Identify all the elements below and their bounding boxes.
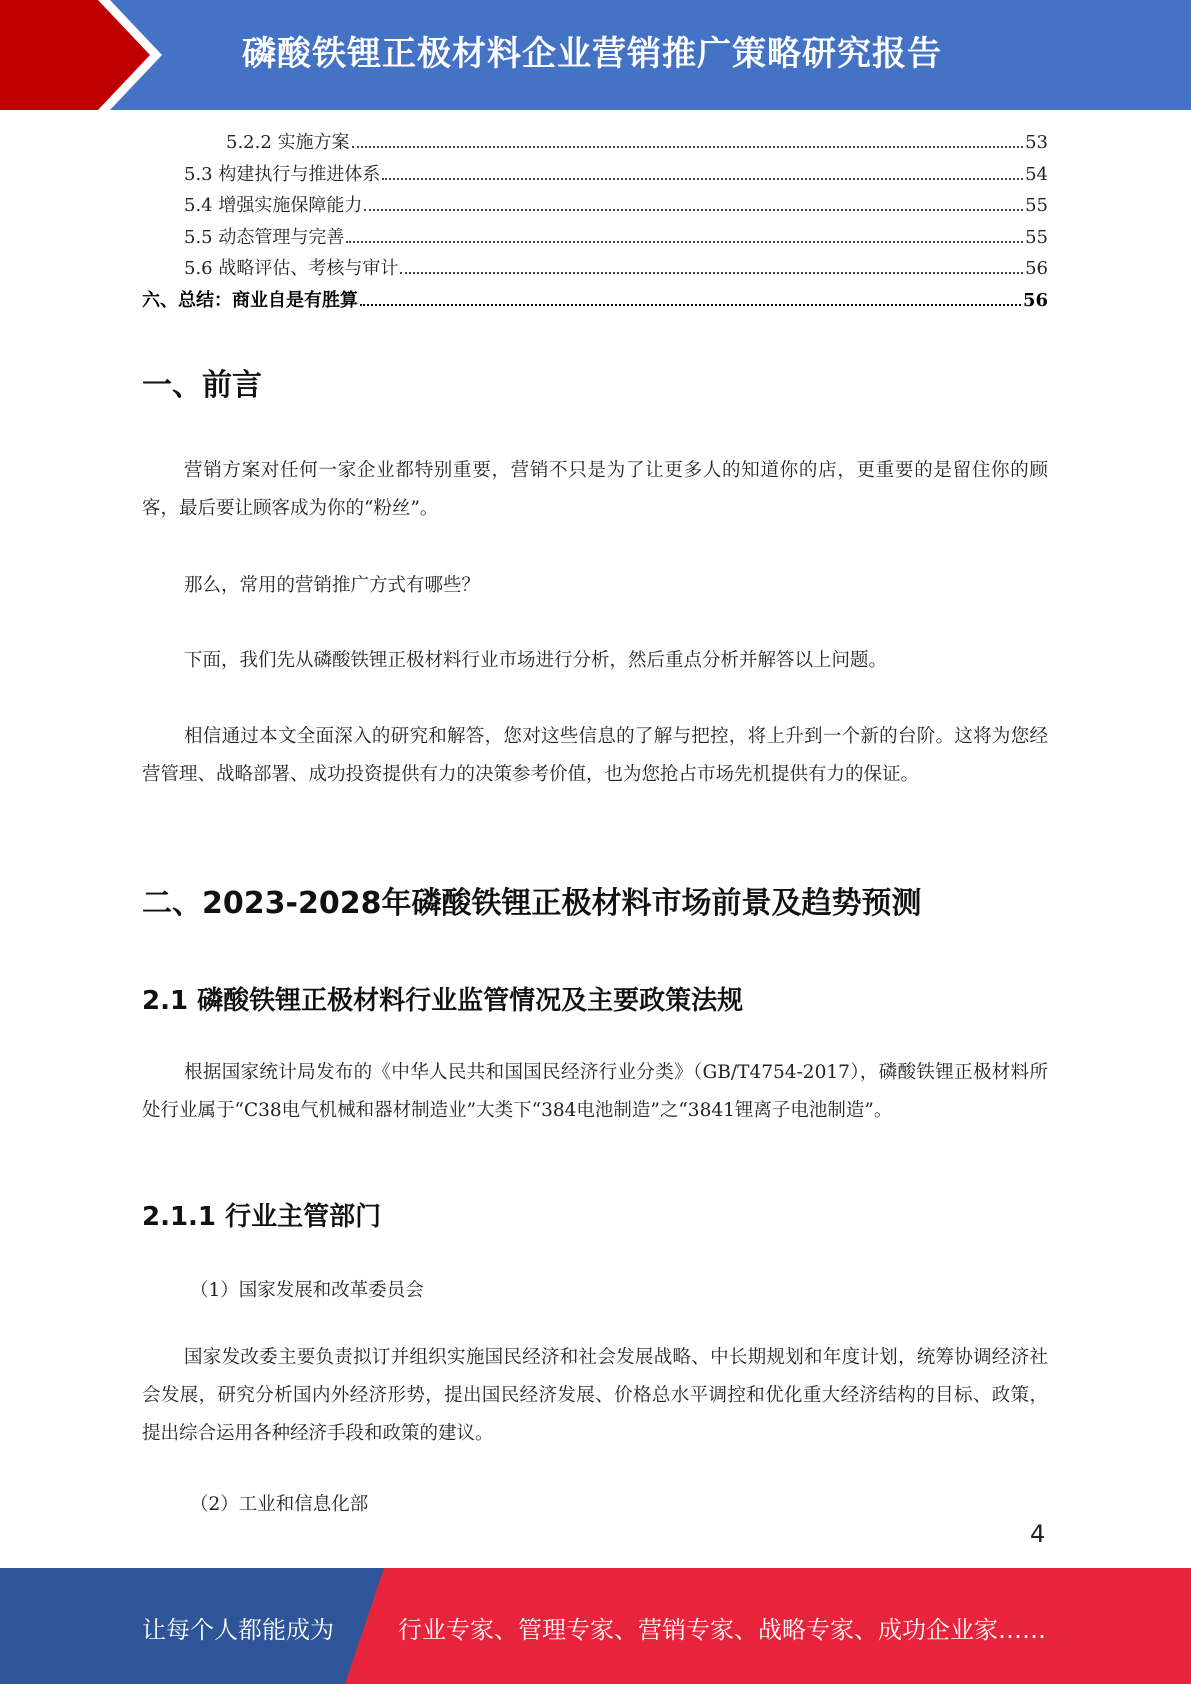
- toc-leader-dots: [382, 178, 1023, 180]
- toc-entry-label: 5.6 战略评估、考核与审计: [184, 258, 399, 279]
- toc-entry-page: 55: [1025, 195, 1048, 216]
- toc-leader-dots: [400, 272, 1023, 274]
- toc-entry[interactable]: [142, 286, 1048, 318]
- toc-leader-dots: [352, 146, 1024, 148]
- toc-entry-label: 5.5 动态管理与完善: [184, 226, 345, 248]
- toc-entry-page: 53: [1025, 132, 1048, 153]
- subsection-heading-regulation: 2.1 磷酸铁锂正极材料行业监管情况及主要政策法规: [142, 986, 744, 1016]
- report-title: 磷酸铁锂正极材料企业营销推广策略研究报告: [242, 34, 942, 74]
- toc-entry-label: 六、总结：商业自是有胜算: [142, 289, 358, 311]
- section-heading-market-outlook: 二、2023-2028年磷酸铁锂正极材料市场前景及趋势预测: [142, 886, 922, 921]
- toc-entry-page: 56: [1022, 289, 1048, 311]
- toc-entry-page: 56: [1025, 258, 1048, 279]
- toc-entry[interactable]: [142, 128, 1048, 160]
- toc-leader-dots: [364, 209, 1023, 211]
- toc-entry[interactable]: [142, 223, 1048, 255]
- page-number: 4: [1030, 1520, 1046, 1548]
- paragraph: 相信通过本文全面深入的研究和解答，您对这些信息的了解与把控，将上升到一个新的台阶。这将为您经营管理、战略部署、成功投资提供有力的决策参考价值，也为您抢占市场先机提供有力的保证。: [142, 726, 1048, 785]
- toc-leader-dots: [346, 241, 1023, 243]
- toc-entry[interactable]: [142, 191, 1048, 223]
- paragraph: 根据国家统计局发布的《中华人民共和国国民经济行业分类》（GB/T4754-2017），磷酸铁锂正极材料所处行业属于“C38电气机械和器材制造业”大类下“384电池制造”之“3841锂离子电池制造”。: [142, 1062, 1048, 1121]
- footer-tagline: 行业专家、管理专家、营销专家、战略专家、成功企业家……: [398, 1616, 1046, 1644]
- toc-entry[interactable]: [142, 254, 1048, 286]
- list-item: （2）工业和信息化部: [190, 1494, 369, 1515]
- footer-slogan: 让每个人都能成为: [142, 1616, 334, 1644]
- paragraph: 国家发改委主要负责拟订并组织实施国民经济和社会发展战略、中长期规划和年度计划，统筹协调经济社会发展，研究分析国内外经济形势，提出国民经济发展、价格总水平调控和优化重大经济结构的目标、政策，提出综合运用各种经济手段和政策的建议。: [142, 1347, 1048, 1444]
- table-of-contents: [142, 128, 1048, 317]
- list-item: （1）国家发展和改革委员会: [190, 1280, 424, 1301]
- toc-entry[interactable]: [142, 160, 1048, 192]
- toc-entry-label: 5.2.2 实施方案: [226, 132, 350, 153]
- toc-entry-page: 55: [1025, 226, 1048, 248]
- paragraph: 下面，我们先从磷酸铁锂正极材料行业市场进行分析，然后重点分析并解答以上问题。: [184, 650, 888, 671]
- page-header: [0, 0, 1191, 110]
- toc-entry-label: 5.3 构建执行与推进体系: [184, 163, 381, 185]
- page-footer: [0, 1568, 1191, 1684]
- toc-entry-label: 5.4 增强实施保障能力: [184, 195, 363, 216]
- paragraph: 那么，常用的营销推广方式有哪些？: [184, 575, 481, 596]
- toc-entry-page: 54: [1025, 163, 1048, 185]
- paragraph: 营销方案对任何一家企业都特别重要，营销不只是为了让更多人的知道你的店，更重要的是留住你的顾客，最后要让顾客成为你的“粉丝”。: [142, 460, 1048, 519]
- subsubsection-heading-authorities: 2.1.1 行业主管部门: [142, 1202, 382, 1232]
- section-heading-preface: 一、前言: [142, 368, 262, 403]
- toc-leader-dots: [360, 304, 1021, 306]
